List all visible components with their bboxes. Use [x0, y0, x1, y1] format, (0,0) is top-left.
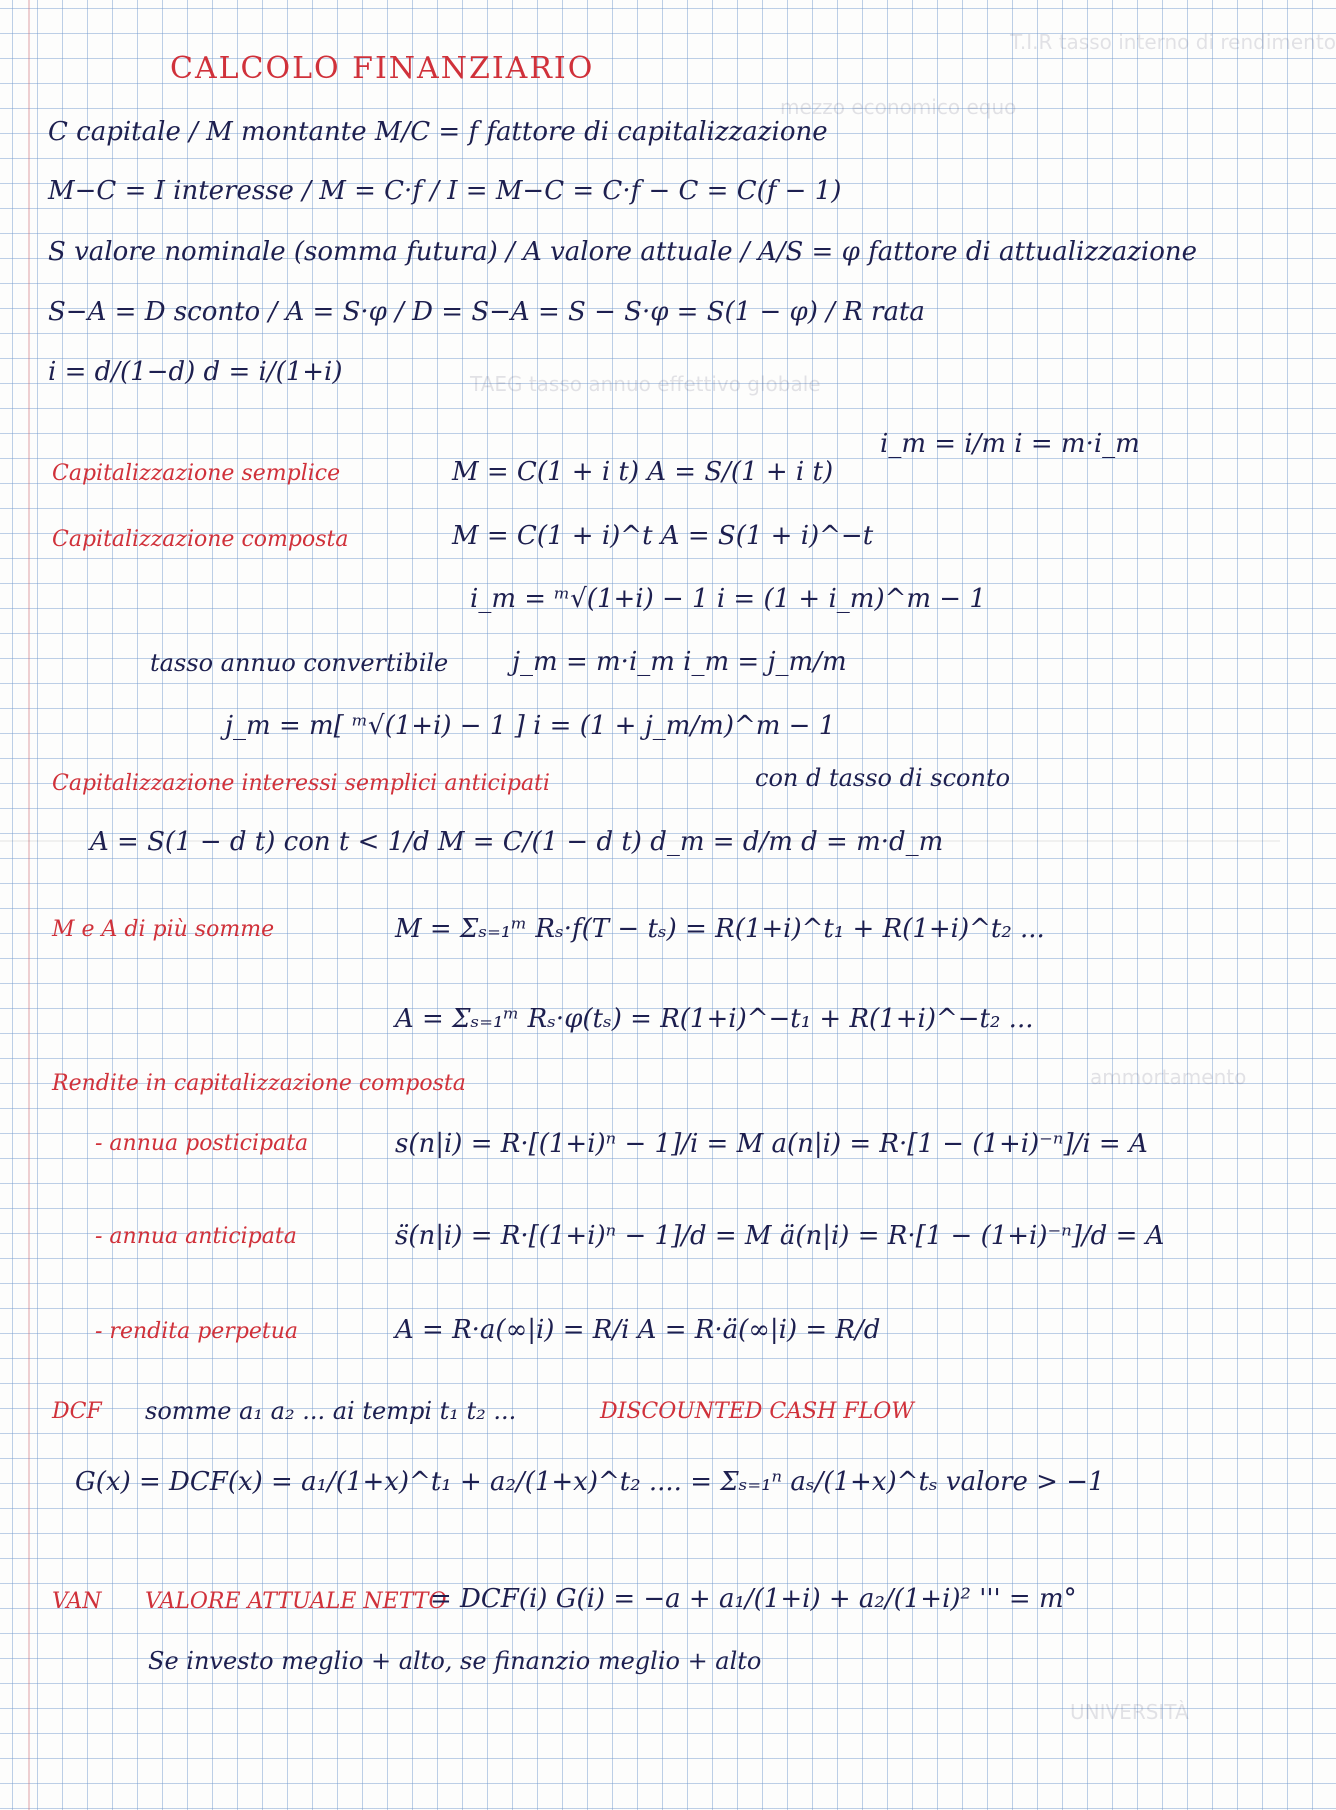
sub-label: - annua posticipata: [95, 1131, 309, 1156]
section-label: tasso annuo convertibile: [150, 649, 449, 677]
formula: j_m = m[ ᵐ√(1+i) − 1 ] i = (1 + j_m/m)^m − 1: [225, 711, 836, 741]
backside-text: UNIVERSITÀ: [1070, 1700, 1189, 1724]
backside-text: TAEG tasso annuo effettivo globale: [470, 372, 821, 396]
section-caption: VALORE ATTUALE NETTO: [145, 1589, 447, 1614]
section-note: con d tasso di sconto: [755, 764, 1011, 792]
formula: j_m = m·i_m i_m = j_m/m: [512, 647, 847, 677]
page-title: CALCOLO FINANZIARIO: [170, 51, 595, 86]
section-label: Capitalizzazione interessi semplici anticipati: [52, 771, 550, 796]
section-label: DCF: [52, 1399, 102, 1424]
definition-line: S valore nominale (somma futura) / A valore attuale / A/S = φ fattore di attualizzazione: [48, 237, 1198, 267]
section-label: Capitalizzazione composta: [52, 527, 349, 552]
definition-line: C capitale / M montante M/C = f fattore di capitalizzazione: [48, 117, 828, 147]
definition-line: M−C = I interesse / M = C·f / I = M−C = C·f − C = C(f − 1): [48, 176, 842, 206]
section-caption: DISCOUNTED CASH FLOW: [600, 1399, 914, 1424]
formula: M = C(1 + i)^t A = S(1 + i)^−t: [452, 521, 874, 551]
formula: s(n|i) = R·[(1+i)ⁿ − 1]/i = M a(n|i) = R·[1 − (1+i)⁻ⁿ]/i = A: [395, 1129, 1148, 1159]
formula: M = Σₛ₌₁ᵐ Rₛ·f(T − tₛ) = R(1+i)^t₁ + R(1+i)^t₂ ...: [395, 914, 1045, 944]
formula: i_m = ᵐ√(1+i) − 1 i = (1 + i_m)^m − 1: [470, 584, 986, 614]
formula: G(x) = DCF(x) = a₁/(1+x)^t₁ + a₂/(1+x)^t₂ .... = Σₛ₌₁ⁿ aₛ/(1+x)^tₛ valore > −1: [75, 1467, 1105, 1497]
definition-line: i = d/(1−d) d = i/(1+i): [48, 357, 343, 387]
section-note: Se investo meglio + alto, se finanzio meglio + alto: [148, 1647, 762, 1675]
section-text: somme a₁ a₂ ... ai tempi t₁ t₂ ...: [145, 1397, 517, 1425]
formula: = DCF(i) G(i) = −a + a₁/(1+i) + a₂/(1+i)² ''' = m°: [430, 1584, 1077, 1614]
margin-line: [28, 0, 30, 1810]
formula: M = C(1 + i t) A = S/(1 + i t): [452, 457, 834, 487]
section-label: Rendite in capitalizzazione composta: [52, 1071, 466, 1096]
section-label: VAN: [52, 1589, 102, 1614]
section-label: Capitalizzazione semplice: [52, 461, 341, 486]
sub-label: - rendita perpetua: [95, 1319, 299, 1344]
formula: A = R·a(∞|i) = R/i A = R·ä(∞|i) = R/d: [395, 1315, 881, 1345]
definition-line: S−A = D sconto / A = S·φ / D = S−A = S − S·φ = S(1 − φ) / R rata: [48, 297, 925, 327]
backside-text: T.I.R tasso interno di rendimento: [1010, 30, 1336, 54]
sub-label: - annua anticipata: [95, 1224, 297, 1249]
section-label: M e A di più somme: [52, 917, 275, 942]
formula: A = Σₛ₌₁ᵐ Rₛ·φ(tₛ) = R(1+i)^−t₁ + R(1+i)^−t₂ ...: [395, 1004, 1034, 1034]
backside-text: ammortamento: [1090, 1065, 1247, 1089]
formula: s̈(n|i) = R·[(1+i)ⁿ − 1]/d = M ä(n|i) = R·[1 − (1+i)⁻ⁿ]/d = A: [395, 1221, 1165, 1251]
definition-line: i_m = i/m i = m·i_m: [880, 429, 1140, 459]
backside-text: mezzo economico equo: [780, 95, 1017, 119]
formula: A = S(1 − d t) con t < 1/d M = C/(1 − d t) d_m = d/m d = m·d_m: [90, 827, 944, 857]
